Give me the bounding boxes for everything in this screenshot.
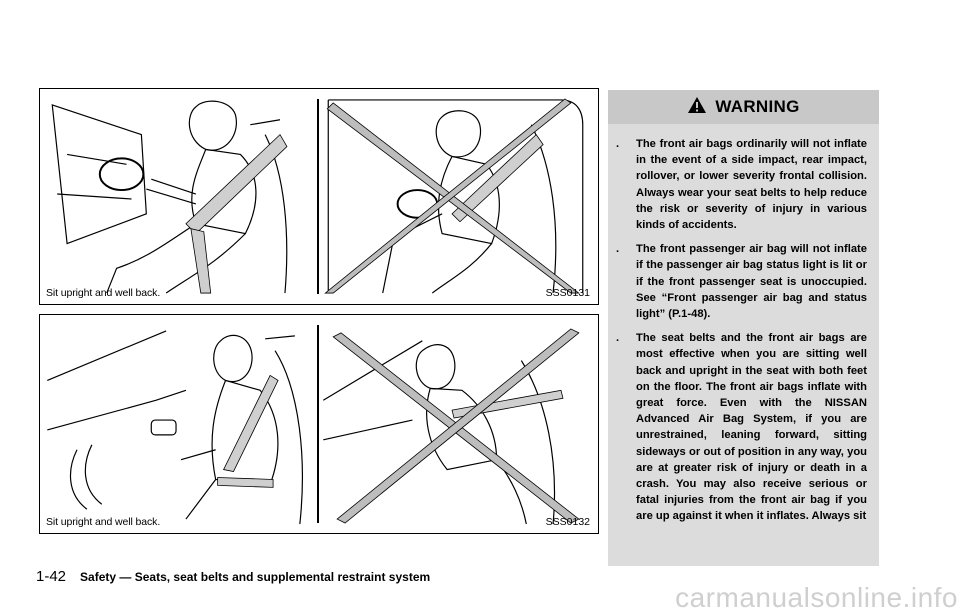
warning-text: The front air bags ordinarily will not inflate in the event of a side impact, rear impact, rollover, or lower severity frontal collision. Always wear your seat belts to help reduce the risk or severity of injury in various kinds of accidents. [636,138,867,232]
illustration-incorrect-seating-1 [322,95,590,298]
figure-code: SSS0132 [545,516,590,528]
bullet: . [616,332,620,345]
illustration-correct-seating-1 [46,95,314,298]
warning-item [616,330,867,524]
warning-title: WARNING [715,97,800,116]
page-number: 1-42 [36,568,67,585]
figure-caption: Sit upright and well back. [46,287,161,299]
warning-body [608,124,879,525]
figure-panel-top [39,88,599,305]
warning-header [608,90,879,124]
warning-box [608,90,879,566]
warning-text: The front passenger air bag will not inflate if the passenger air bag status light is lit or if the front passenger seat is unoccupied. See “Front passenger air bag and status light” (P.1-48). [636,243,867,321]
panel-divider [317,99,319,294]
warning-item [616,241,867,322]
warning-item [616,136,867,233]
bullet: . [616,138,620,150]
figure-panel-bottom [39,314,599,534]
illustration-incorrect-seating-2 [322,321,590,527]
section-title: Safety — Seats, seat belts and supplemental restraint system [80,570,431,584]
figure-code: SSS0131 [545,287,590,299]
warning-text: The seat belts and the front air bags are most effective when you are sitting well back and upright in the seat with both feet on the floor. The front air bags inflate with great force. Even with the NISSAN Advanced Air Bag System, if you are unrestrained, leaning forward, sitting sideways or out of position in any way, you are at greater risk of injury or death in a crash. You may also receive serious or fatal injuries from the front air bag if you are up against it when it inflates. Always sit [636,332,867,523]
watermark: carmanualsonline.info [675,582,958,613]
warning-triangle-icon [687,96,707,119]
panel-divider [317,325,319,523]
page-footer [36,568,430,585]
bullet: . [616,243,620,256]
figure-caption: Sit upright and well back. [46,516,161,528]
illustration-correct-seating-2 [46,321,314,527]
